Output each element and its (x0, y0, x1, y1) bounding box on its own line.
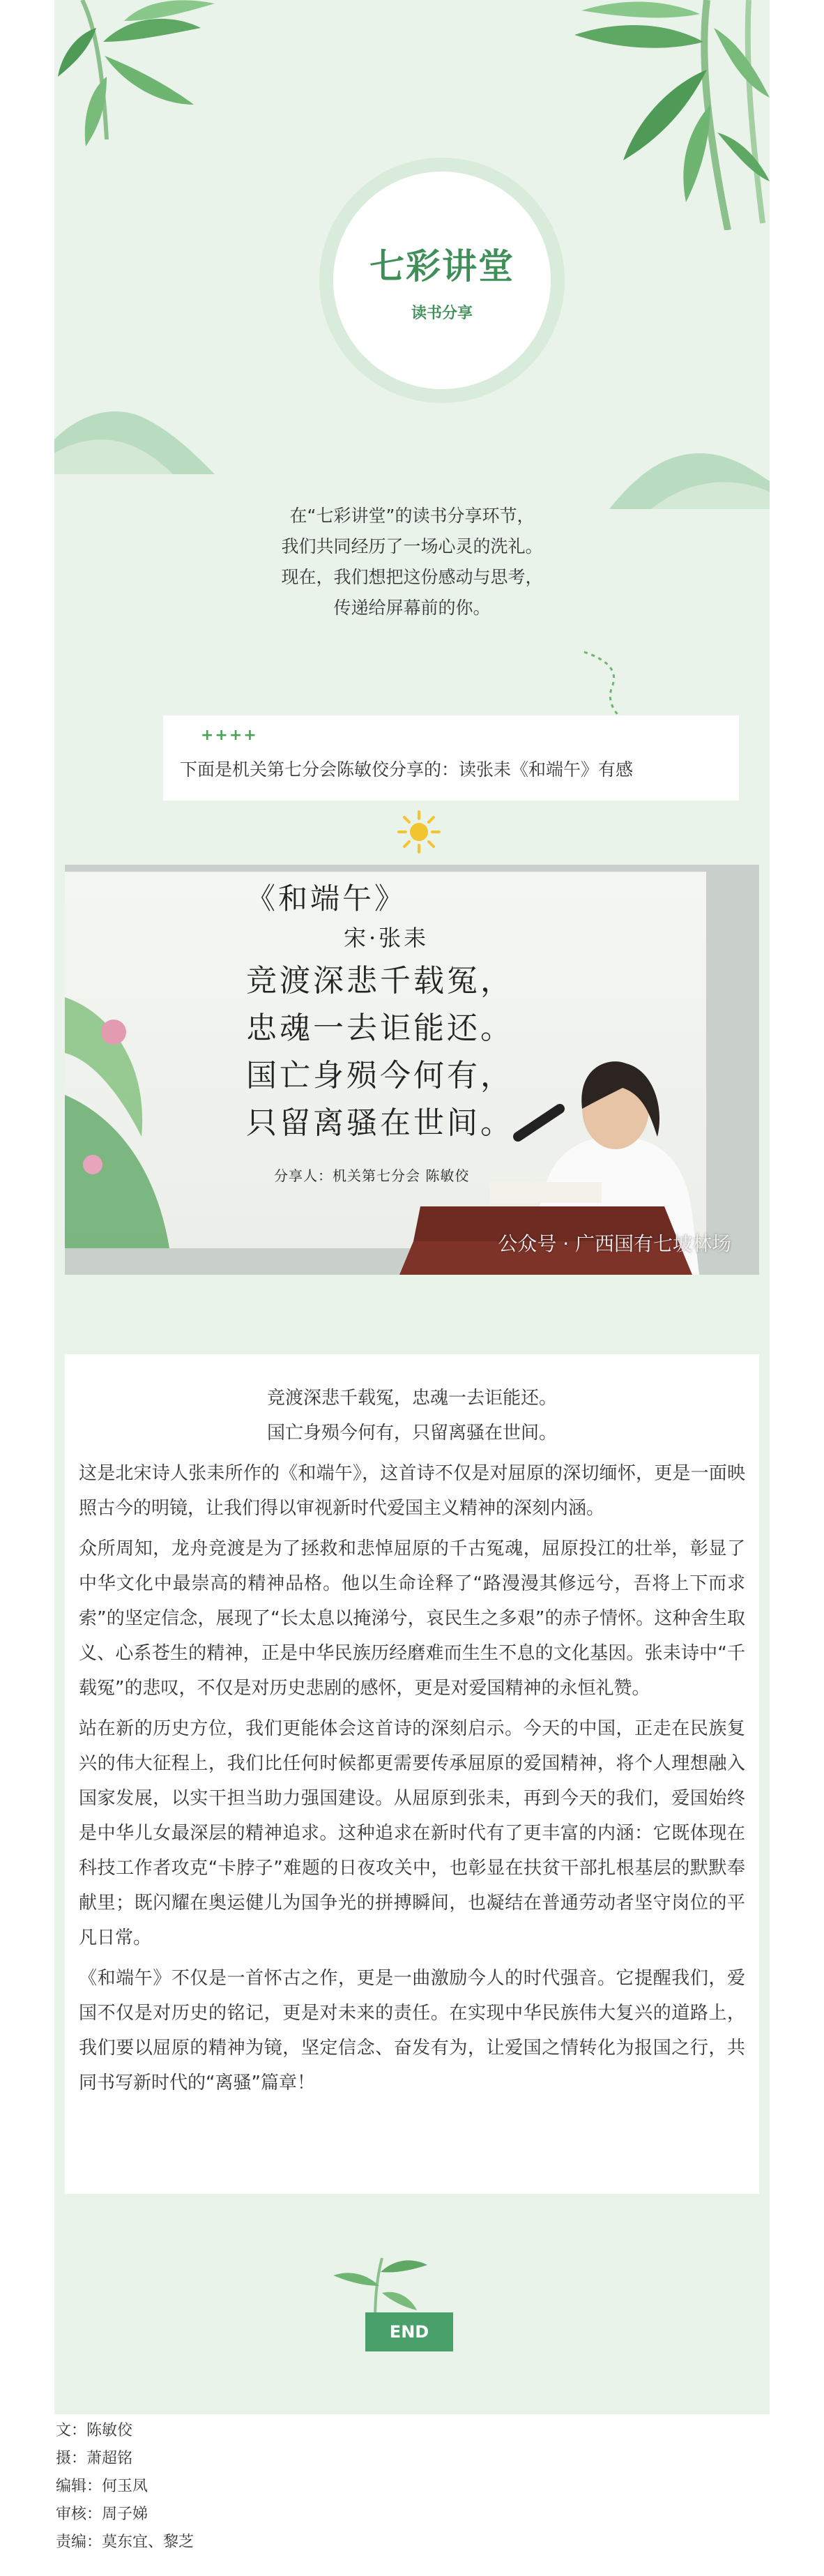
poem-verse: 竞渡深悲千载冤，忠魂一去讵能还。 (266, 1388, 557, 1409)
intro-line: 我们共同经历了一场心灵的洗礼。 (281, 536, 543, 556)
article-paragraph: 众所周知，龙舟竞渡是为了拯救和悲悼屈原的千古冤魂，屈原投江的壮举，彰显了中华文化中最崇高的精神品格。他以生命诠释了“路漫漫其修远兮，吾将上下而求索”的坚定信念，展现了“长太息以掩涕兮，哀民生之多艰”的赤子情怀。这种舍生取义、心系苍生的精神，正是中华民族历经磨难而生生不息的文化基因。张耒诗中“千载冤”的悲叹，不仅是对历史悲剧的感怀，更是对爱国精神的永恒礼赞。 (79, 1538, 745, 1699)
title-badge (319, 158, 565, 403)
page-panel (54, 0, 770, 2414)
poem-title: 《和端午》 (246, 881, 407, 916)
poem-line: 只留离骚在世间。 (246, 1105, 514, 1141)
sun-icon (396, 809, 442, 855)
photo-watermark: 公众号 · 广西国有七坡林场 (498, 1232, 731, 1255)
hill-decoration-icon (54, 397, 215, 474)
article-paragraph: 《和端午》不仅是一首怀古之作，更是一曲激励今人的时代强音。它提醒我们，爱国不仅是对历史的铭记，更是对未来的责任。在实现中华民族伟大复兴的道路上，我们要以屈原的精神为镜，坚定信念、奋发有为，让爱国之情转化为报国之行，共同书写新时代的“离骚”篇章！ (79, 1968, 745, 2093)
lotus-decoration-icon (65, 955, 204, 1248)
poem-line: 忠魂一去讵能还。 (246, 1010, 514, 1046)
credit-line: 摄：萧超铭 (56, 2450, 133, 2467)
poem-sharer: 分享人：机关第七分会 陈敏佼 (274, 1167, 470, 1184)
announcement-text: 下面是机关第七分会陈敏佼分享的：读张耒《和端午》有感 (180, 759, 634, 780)
poem-line: 国亡身殒今何有， (246, 1058, 514, 1093)
hill-decoration-icon (609, 432, 770, 509)
intro-line: 现在，我们想把这份感动与思考， (281, 567, 543, 587)
event-photo (65, 865, 759, 1275)
credit-line: 文：陈敏佼 (56, 2422, 133, 2439)
plus-marks: ++++ (201, 727, 258, 744)
announcement-box (163, 715, 739, 801)
article-body (65, 1354, 759, 2194)
credit-line: 编辑：何玉凤 (56, 2478, 148, 2495)
intro-line: 在“七彩讲堂”的读书分享环节， (289, 506, 535, 526)
poem-author: 宋·张耒 (344, 925, 429, 951)
intro-line: 传递给屏幕前的你。 (333, 598, 491, 618)
poem-verse: 国亡身殒今何有，只留离骚在世间。 (266, 1423, 557, 1444)
page-subtitle: 读书分享 (411, 304, 473, 322)
bamboo-leaves-icon (333, 2251, 431, 2321)
article-paragraph: 这是北宋诗人张耒所作的《和端午》，这首诗不仅是对屈原的深切缅怀，更是一面映照古今的明镜，让我们得以审视新时代爱国主义精神的深刻内涵。 (79, 1463, 745, 1519)
credit-line: 责编：莫东宜、黎芝 (56, 2533, 194, 2551)
poem-line: 竞渡深悲千载冤， (246, 963, 514, 999)
credits (56, 2417, 194, 2556)
bamboo-leaves-icon (54, 0, 236, 167)
page-title: 七彩讲堂 (369, 245, 514, 287)
intro-text (54, 501, 770, 623)
credit-line: 审核：周子娣 (56, 2506, 148, 2523)
end-badge: END (365, 2312, 453, 2351)
article-paragraph: 站在新的历史方位，我们更能体会这首诗的深刻启示。今天的中国，正走在民族复兴的伟大征程上，我们比任何时候都更需要传承屈原的爱国精神，将个人理想融入国家发展，以实干担当助力强国建设。从屈原到张耒，再到今天的我们，爱国始终是中华儿女最深层的精神追求。这种追求在新时代有了更丰富的内涵：它既体现在科技工作者攻克“卡脖子”难题的日夜攻关中，也彰显在扶贫干部扎根基层的默默奉献里；既闪耀在奥运健儿为国争光的拼搏瞬间，也凝结在普通劳动者坚守岗位的平凡日常。 (79, 1718, 745, 1948)
